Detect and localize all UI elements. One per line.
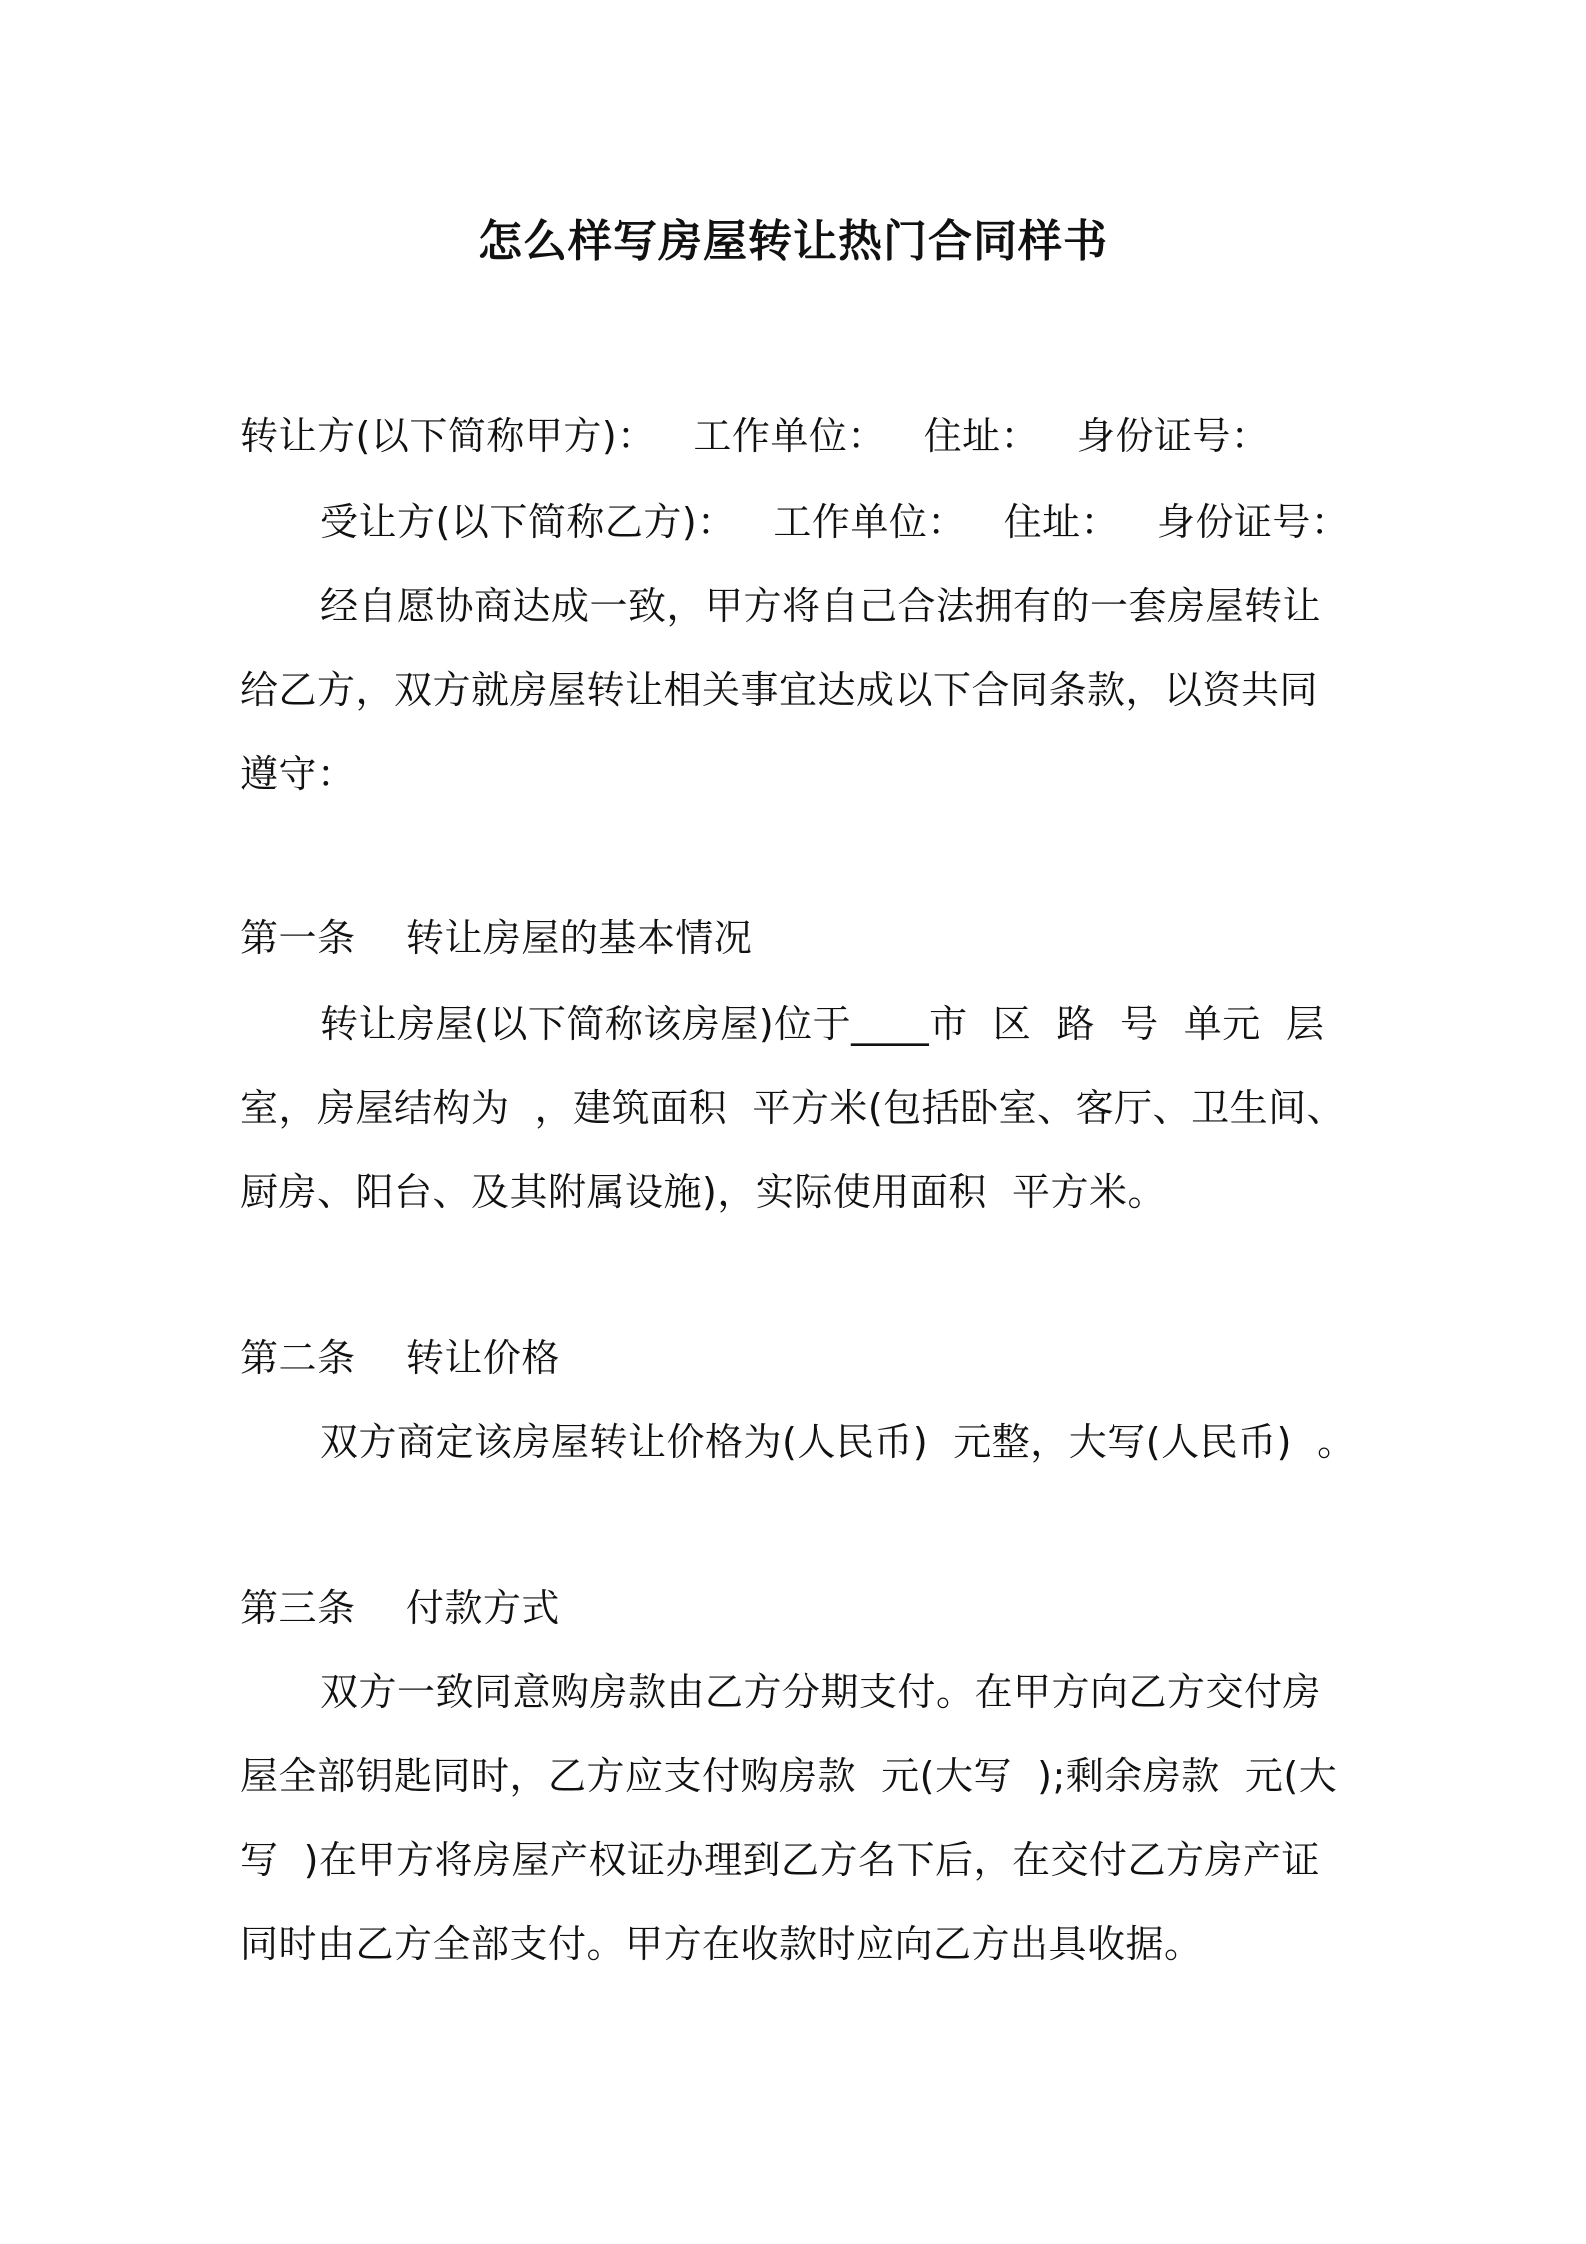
article-1-line-1: 转让房屋(以下简称该房屋)位于____市 区 路 号 单元 层 — [320, 1002, 1325, 1046]
article-1-heading: 第一条 转让房屋的基本情况 — [240, 916, 753, 960]
article-2-heading: 第二条 转让价格 — [240, 1336, 560, 1380]
article-3-line-4: 同时由乙方全部支付。甲方在收款时应向乙方出具收据。 — [240, 1922, 1203, 1966]
article-1-line-3: 厨房、阳台、及其附属设施)，实际使用面积 平方米。 — [240, 1170, 1166, 1214]
article-3-line-1: 双方一致同意购房款由乙方分期支付。在甲方向乙方交付房 — [320, 1670, 1322, 1714]
article-3-line-2: 屋全部钥匙同时，乙方应支付购房款 元(大写 );剩余房款 元(大 — [240, 1754, 1338, 1798]
intro-line-1: 经自愿协商达成一致，甲方将自己合法拥有的一套房屋转让 — [320, 584, 1322, 628]
article-3-heading: 第三条 付款方式 — [240, 1586, 560, 1630]
transferee-line: 受让方(以下简称乙方)： 工作单位： 住址： 身份证号： — [320, 500, 1350, 544]
intro-line-2: 给乙方，双方就房屋转让相关事宜达成以下合同条款，以资共同 — [240, 668, 1319, 712]
document-title: 怎么样写房屋转让热门合同样书 — [478, 216, 1108, 267]
article-1-line-2: 室，房屋结构为 ，建筑面积 平方米(包括卧室、客厅、卫生间、 — [240, 1086, 1346, 1130]
transferor-line: 转让方(以下简称甲方)： 工作单位： 住址： 身份证号： — [240, 414, 1270, 458]
intro-line-3: 遵守： — [240, 752, 356, 796]
article-3-line-3: 写 )在甲方将房屋产权证办理到乙方名下后，在交付乙方房产证 — [240, 1838, 1320, 1882]
article-2-line-1: 双方商定该房屋转让价格为(人民币) 元整，大写(人民币) 。 — [320, 1420, 1356, 1464]
